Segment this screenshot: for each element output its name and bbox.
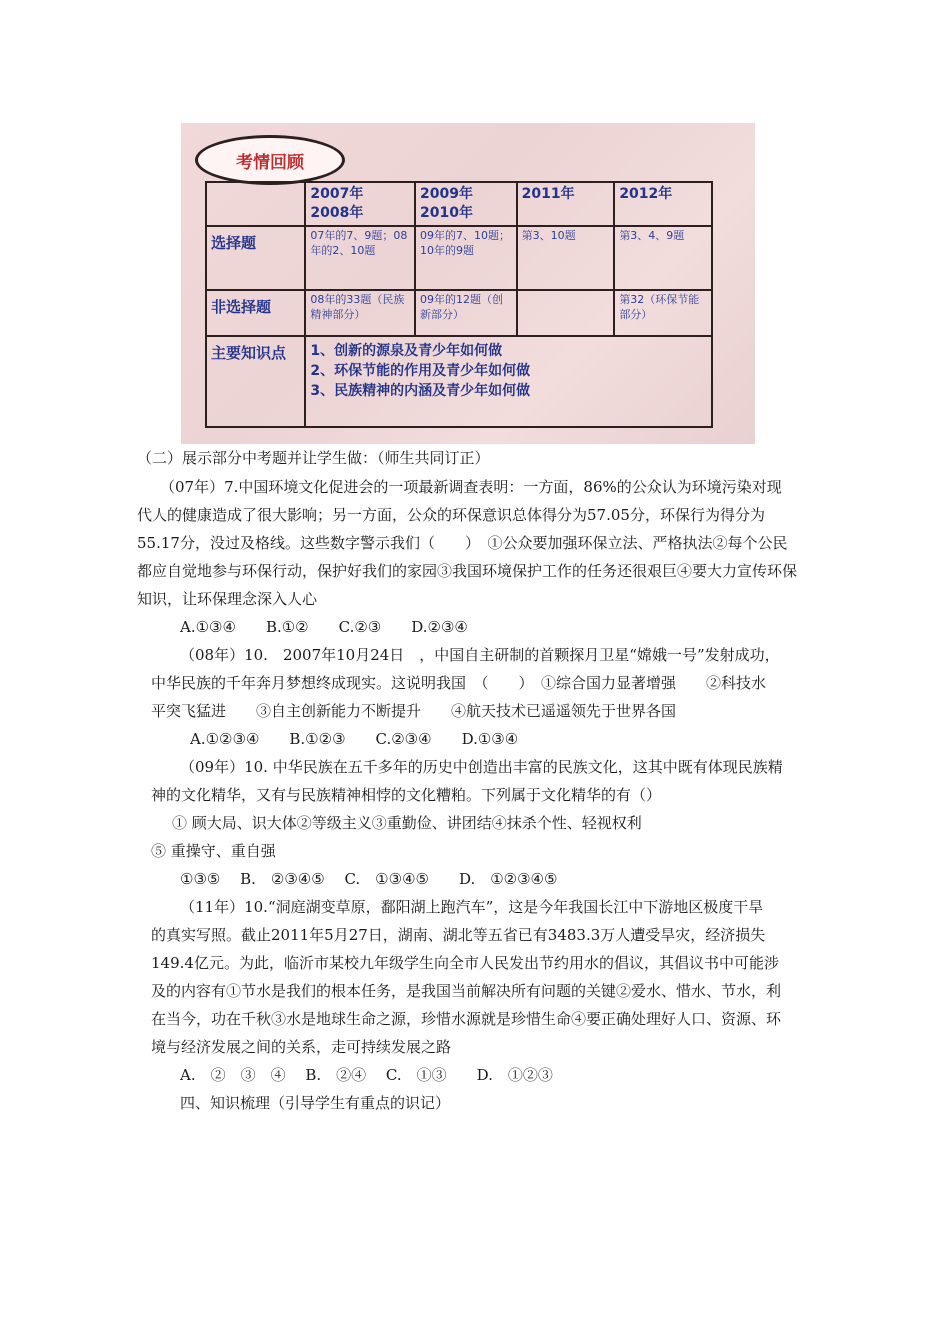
question-text: 及的内容有①节水是我们的根本任务，是我国当前解决所有问题的关键②爱水、惜水、节水，利: [151, 982, 782, 1000]
table-cell: 第32（环保节能部分）: [614, 290, 712, 336]
knowledge-point: 2、环保节能的作用及青少年如何做: [310, 363, 531, 380]
exam-review-table: [205, 181, 713, 428]
question-text: ⑤ 重操守、重自强: [151, 842, 276, 860]
question-text: （07年）7.中国环境文化促进会的一项最新调查表明：一方面，86%的公众认为环境污染对现: [160, 478, 782, 496]
question-text: 平突飞猛进 ③自主创新能力不断提升 ④航天技术已遥遥领先于世界各国: [151, 702, 677, 720]
question-text: 的真实写照。截止2011年5月27日，湖南、湖北等五省已有3483.3万人遭受旱灾，经济损失: [151, 926, 766, 944]
row-label: 选择题: [206, 226, 305, 290]
question-text: 知识，让环保理念深入人心: [137, 590, 318, 608]
header-cell: 2007年 2008年: [305, 182, 415, 226]
table-cell: [517, 290, 615, 336]
question-text: 在当今，功在千秋③水是地球生命之源，珍惜水源就是珍惜生命④要正确处理好人口、资源、环: [151, 1010, 782, 1028]
table-row: [206, 290, 712, 336]
table-row: [206, 182, 712, 226]
question-text: （08年）10. 2007年10月24日 ，中国自主研制的首颗探月卫星“嫦娥一号”发射成功，: [180, 646, 780, 664]
table-row: [206, 226, 712, 290]
row-label: 主要知识点: [206, 336, 305, 427]
answer-options: A.①②③④ B.①②③ C.②③④ D.①③④: [190, 730, 519, 748]
row-label: 非选择题: [206, 290, 305, 336]
question-text: （11年）10.“洞庭湖变草原，鄱阳湖上跑汽车”，这是今年我国长江中下游地区极度干旱: [180, 898, 764, 916]
answer-options: A.①③④ B.①② C.②③ D.②③④: [180, 618, 468, 636]
question-text: 中华民族的千年奔月梦想终成现实。这说明我国 （ ） ①综合国力显著增强 ②科技水: [151, 674, 767, 692]
table-cell: 07年的7、9题；08年的2、10题: [305, 226, 415, 290]
knowledge-point: 3、民族精神的内涵及青少年如何做: [310, 383, 531, 400]
table-cell: 09年的12题（创新部分）: [415, 290, 517, 336]
knowledge-point: 1、创新的源泉及青少年如何做: [310, 342, 503, 359]
table-cell: 第3、10题: [517, 226, 615, 290]
question-text: 神的文化精华，又有与民族精神相悖的文化糟粕。下列属于文化精华的有（）: [151, 786, 662, 804]
table-row: [206, 336, 712, 427]
answer-options: A. ② ③ ④ B. ②④ C. ①③ D. ①②③: [180, 1066, 553, 1084]
header-cell: [206, 182, 305, 226]
question-text: 149.4亿元。为此，临沂市某校九年级学生向全市人民发出节约用水的倡议，其倡议书中可能涉: [151, 954, 779, 972]
question-text: 代人的健康造成了很大影响；另一方面，公众的环保意识总体得分为57.05分，环保行为得分为: [137, 506, 765, 524]
figure-title: 考情回顾: [195, 135, 345, 185]
knowledge-points-cell: [305, 336, 712, 427]
header-cell: 2011年: [517, 182, 615, 226]
answer-options: ①③⑤ B. ②③④⑤ C. ①③④⑤ D. ①②③④⑤: [180, 870, 558, 888]
question-text: ① 顾大局、识大体②等级主义③重勤俭、讲团结④抹杀个性、轻视权利: [172, 814, 642, 832]
table-cell: 08年的33题（民族精神部分）: [305, 290, 415, 336]
question-text: 都应自觉地参与环保行动，保护好我们的家园③我国环境保护工作的任务还很艰巨④要大力宣传环保: [137, 562, 798, 580]
exam-review-figure: [181, 123, 755, 444]
section-heading: 四、知识梳理（引导学生有重点的识记）: [180, 1094, 451, 1112]
question-text: 55.17分，没过及格线。这些数字警示我们（ ） ①公众要加强环保立法、严格执法②每个公民: [137, 534, 788, 552]
table-cell: 第3、4、9题: [614, 226, 712, 290]
question-text: 境与经济发展之间的关系，走可持续发展之路: [151, 1038, 452, 1056]
header-cell: 2012年: [614, 182, 712, 226]
question-text: （09年）10. 中华民族在五千多年的历史中创造出丰富的民族文化，这其中既有体现民族精: [180, 758, 783, 776]
section-heading: （二）展示部分中考题并让学生做：（师生共同订正）: [137, 449, 490, 467]
table-cell: 09年的7、10题；10年的9题: [415, 226, 517, 290]
header-cell: 2009年 2010年: [415, 182, 517, 226]
